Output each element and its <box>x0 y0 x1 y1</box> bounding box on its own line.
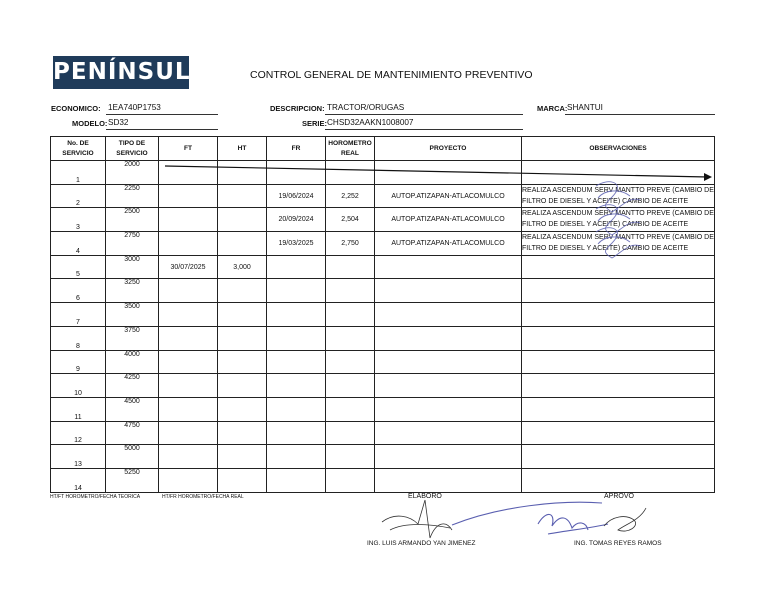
cell-tipo-servicio: 3250 <box>106 279 159 303</box>
observacion-line-1: REALIZA ASCENDUM SERV MANTTO PREVE (CAMBIO DE <box>522 210 714 218</box>
cell-tipo-servicio: 2500 <box>106 208 159 232</box>
cell-no-servicio: 5 <box>51 255 106 279</box>
marca-value: SHANTUI <box>567 103 603 112</box>
descripcion-value: TRACTOR/ORUGAS <box>327 103 405 112</box>
signature-aprovo-ink <box>604 508 646 531</box>
cell-horometro-real: 2,750 <box>326 232 375 256</box>
cell-no-servicio: 10 <box>51 374 106 398</box>
cell-fr: 20/09/2024 <box>267 208 326 232</box>
cell-no-servicio: 2 <box>51 184 106 208</box>
cell-tipo-servicio: 2750 <box>106 232 159 256</box>
cell-tipo-servicio: 3500 <box>106 303 159 327</box>
economico-label: ECONOMICO: <box>51 104 101 113</box>
cell-horometro-real: 2,252 <box>326 184 375 208</box>
observacion-line-1: REALIZA ASCENDUM SERV MANTTO PREVE (CAMBIO DE <box>522 186 714 194</box>
header-tipo-servicio: TIPO DE SERVICIO <box>106 137 159 161</box>
cell-tipo-servicio: 3000 <box>106 255 159 279</box>
descripcion-label: DESCRIPCION: <box>270 104 325 113</box>
serie-label: SERIE: <box>302 119 328 128</box>
stamp-signatures <box>596 182 640 258</box>
header-ht: HT <box>218 137 267 161</box>
company-logo: PENÍNSULA <box>53 56 189 89</box>
cell-no-servicio: 1 <box>51 161 106 185</box>
header-horometro-real: HOROMETRO REAL <box>326 137 375 161</box>
cell-tipo-servicio: 4250 <box>106 374 159 398</box>
cell-tipo-servicio: 2000 <box>106 161 159 185</box>
cell-no-servicio: 7 <box>51 303 106 327</box>
cell-tipo-servicio: 4000 <box>106 350 159 374</box>
serie-value: CHSD32AAKN1008007 <box>327 118 414 127</box>
cell-fr: 19/06/2024 <box>267 184 326 208</box>
cell-tipo-servicio: 5250 <box>106 468 159 492</box>
observacion-line-2: FILTRO DE DIESEL Y ACEITE) CAMBIO DE ACEITE <box>522 197 689 205</box>
observacion-line-1: REALIZA ASCENDUM SERV MANTTO PREVE (CAMBIO DE <box>522 234 714 242</box>
signature-aprovo <box>452 502 608 534</box>
elaboro-label: ELABORO <box>408 493 442 500</box>
signature-elaboro <box>382 500 452 538</box>
observacion-line-2: FILTRO DE DIESEL Y ACEITE) CAMBIO DE ACEITE <box>522 221 689 229</box>
cell-proyecto: AUTOP.ATIZAPAN-ATLACOMULCO <box>375 184 522 208</box>
aprovo-label: APROVO <box>604 493 634 500</box>
modelo-value: SD32 <box>108 118 129 127</box>
page-title: CONTROL GENERAL DE MANTENIMIENTO PREVENTIVO <box>250 69 533 81</box>
cell-no-servicio: 9 <box>51 350 106 374</box>
cell-tipo-servicio: 4500 <box>106 397 159 421</box>
cell-tipo-servicio: 3750 <box>106 326 159 350</box>
cell-no-servicio: 14 <box>51 468 106 492</box>
economico-value: 1EA740P1753 <box>108 103 161 112</box>
cell-ht: 3,000 <box>218 255 267 279</box>
cell-tipo-servicio: 2250 <box>106 184 159 208</box>
header-observaciones: OBSERVACIONES <box>522 137 715 161</box>
note-horometro-teorica: HT/FT HOROMETRO/FECHA TEORICA <box>50 494 141 500</box>
cell-no-servicio: 13 <box>51 445 106 469</box>
cell-no-servicio: 12 <box>51 421 106 445</box>
note-horometro-real: HT/FR HOROMETRO/FECHA REAL <box>162 494 244 500</box>
strikethrough-line <box>165 166 708 177</box>
observacion-line-2: FILTRO DE DIESEL Y ACEITE) CAMBIO DE ACEITE <box>522 245 689 253</box>
cell-ft: 30/07/2025 <box>159 255 218 279</box>
cell-no-servicio: 4 <box>51 232 106 256</box>
header-fr: FR <box>267 137 326 161</box>
cell-tipo-servicio: 5000 <box>106 445 159 469</box>
cell-fr: 19/03/2025 <box>267 232 326 256</box>
arrow-head <box>704 173 712 181</box>
elaboro-name: ING. LUIS ARMANDO YAN JIMENEZ <box>367 540 476 547</box>
header-ft: FT <box>159 137 218 161</box>
cell-no-servicio: 6 <box>51 279 106 303</box>
cell-proyecto: AUTOP.ATIZAPAN-ATLACOMULCO <box>375 208 522 232</box>
cell-proyecto: AUTOP.ATIZAPAN-ATLACOMULCO <box>375 232 522 256</box>
aprovo-name: ING. TOMAS REYES RAMOS <box>574 540 662 547</box>
cell-tipo-servicio: 4750 <box>106 421 159 445</box>
cell-no-servicio: 11 <box>51 397 106 421</box>
cell-no-servicio: 8 <box>51 326 106 350</box>
cell-no-servicio: 3 <box>51 208 106 232</box>
header-proyecto: PROYECTO <box>375 137 522 161</box>
header-no-servicio: No. DE SERVICIO <box>51 137 106 161</box>
marca-label: MARCA: <box>537 104 568 113</box>
modelo-label: MODELO: <box>72 119 108 128</box>
cell-horometro-real: 2,504 <box>326 208 375 232</box>
